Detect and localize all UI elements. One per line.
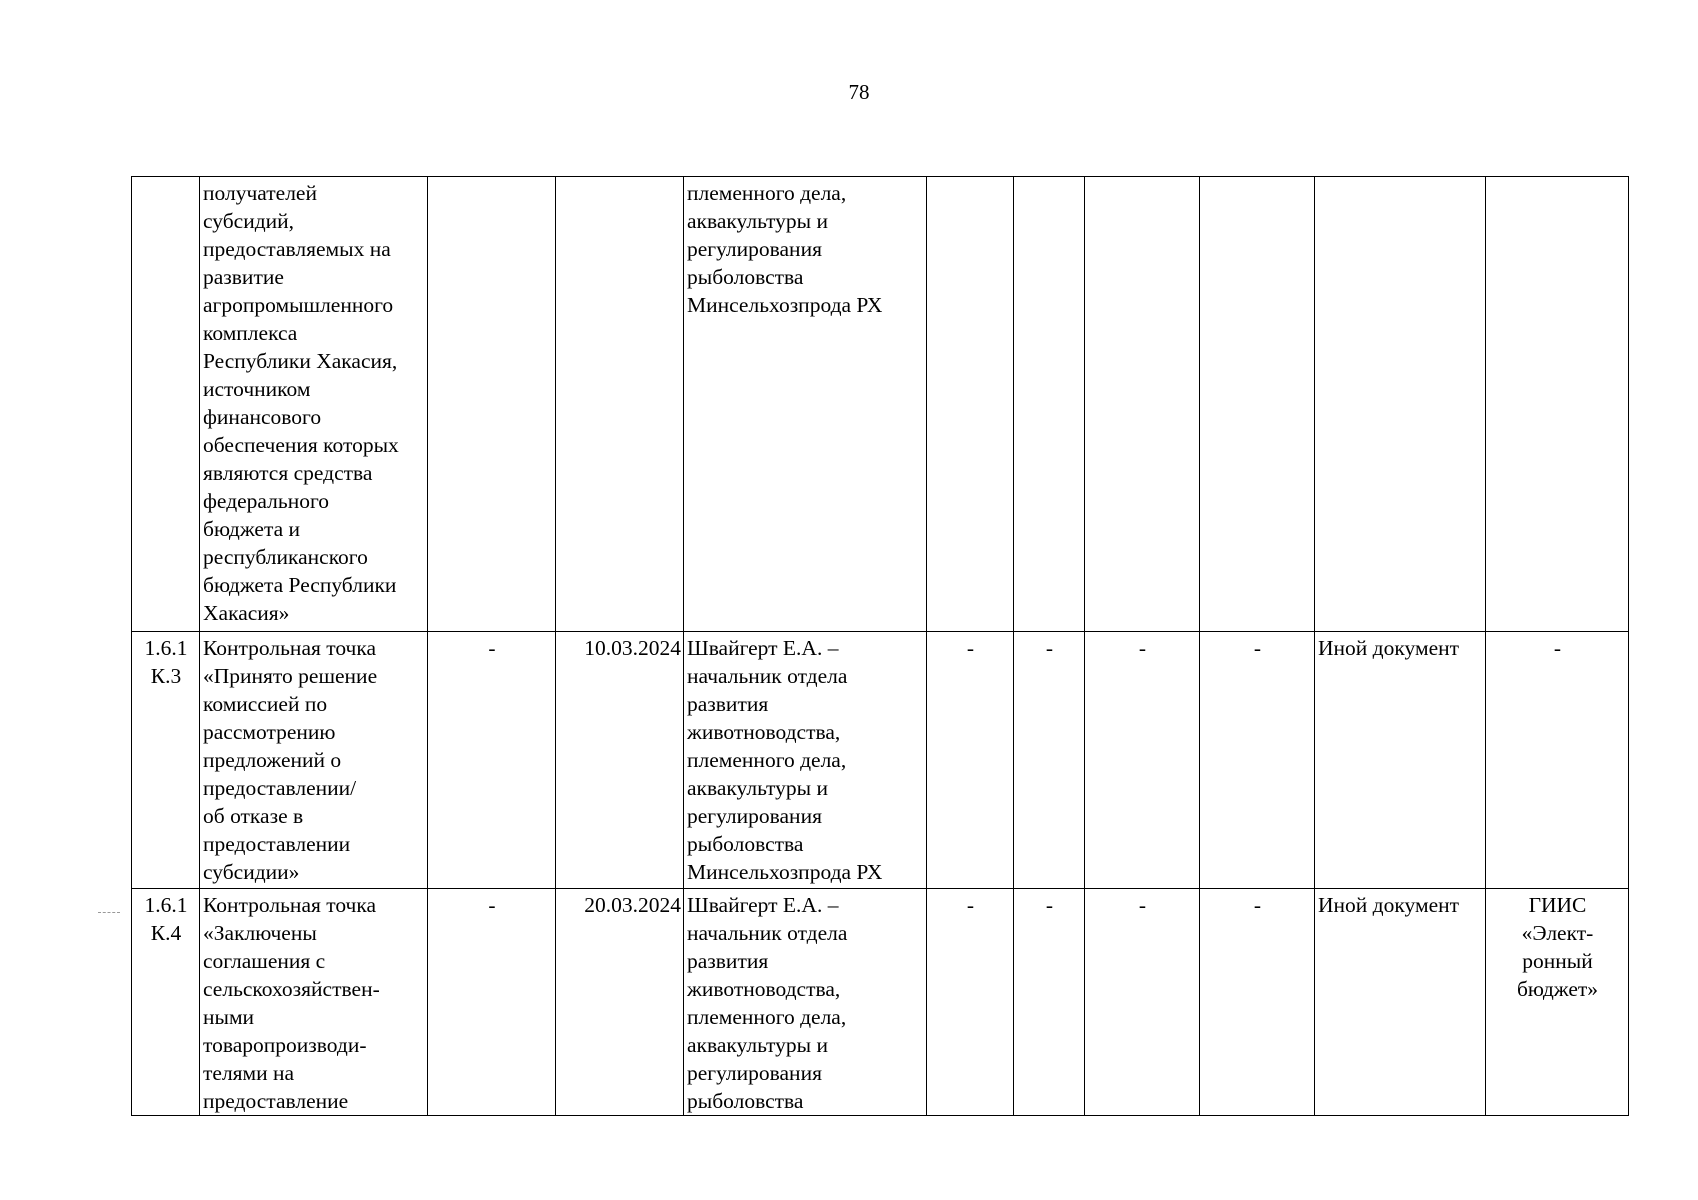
cell-start-date: - [428,889,556,1116]
cell-value-col-8: - [1085,632,1200,889]
cell-responsible-person: племенного дела, аквакультуры и регулирования рыболовства Минсельхозпрода РХ [684,177,927,632]
cell-responsible-person: Швайгерт Е.А. – начальник отдела развития животноводства, племенного дела, аквакультуры и регулирования рыболовства Минсельхозпрода РХ [684,632,927,889]
cell-row-number: 1.6.1 К.4 [132,889,200,1116]
cell-row-number: 1.6.1 К.3 [132,632,200,889]
cell-value-col-6: - [927,632,1014,889]
cell-row-number [132,177,200,632]
cell-value-col-6: - [927,889,1014,1116]
cell-end-date: 20.03.2024 [556,889,684,1116]
cell-value-col-9: - [1200,632,1315,889]
cell-document-type: Иной документ [1315,632,1486,889]
cell-value-col-7: - [1014,889,1085,1116]
margin-mark [98,912,120,914]
cell-start-date [428,177,556,632]
cell-value-col-7: - [1014,632,1085,889]
table-row [132,177,1629,632]
cell-information-system: - [1486,632,1629,889]
cell-value-col-6 [927,177,1014,632]
cell-document-type: Иной документ [1315,889,1486,1116]
cell-end-date [556,177,684,632]
cell-information-system: ГИИС «Элект- ронный бюджет» [1486,889,1629,1116]
cell-start-date: - [428,632,556,889]
cell-value-col-9: - [1200,889,1315,1116]
cell-information-system [1486,177,1629,632]
cell-value-col-8: - [1085,889,1200,1116]
cell-value-col-9 [1200,177,1315,632]
cell-control-point-name: Контрольная точка «Принято решение комиссией по рассмотрению предложений о предоставлении/ об отказе в предоставлении субсидии» [200,632,428,889]
cell-control-point-name: получателей субсидий, предоставляемых на развитие агропромышленного комплекса Республики Хакасия, источником финансового обеспечения которых являются средства федерального бюджета и республиканского бюджета Республики Хакасия» [200,177,428,632]
cell-control-point-name: Контрольная точка «Заключены соглашения с сельскохозяйствен- ными товаропроизводи- телями на предоставление [200,889,428,1116]
cell-end-date: 10.03.2024 [556,632,684,889]
table-row [132,632,1629,889]
cell-responsible-person: Швайгерт Е.А. – начальник отдела развития животноводства, племенного дела, аквакультуры и регулирования рыболовства [684,889,927,1116]
control-points-table [131,176,1629,1116]
table-row [132,889,1629,1116]
cell-value-col-7 [1014,177,1085,632]
page-number: 78 [848,80,870,104]
cell-value-col-8 [1085,177,1200,632]
cell-document-type [1315,177,1486,632]
